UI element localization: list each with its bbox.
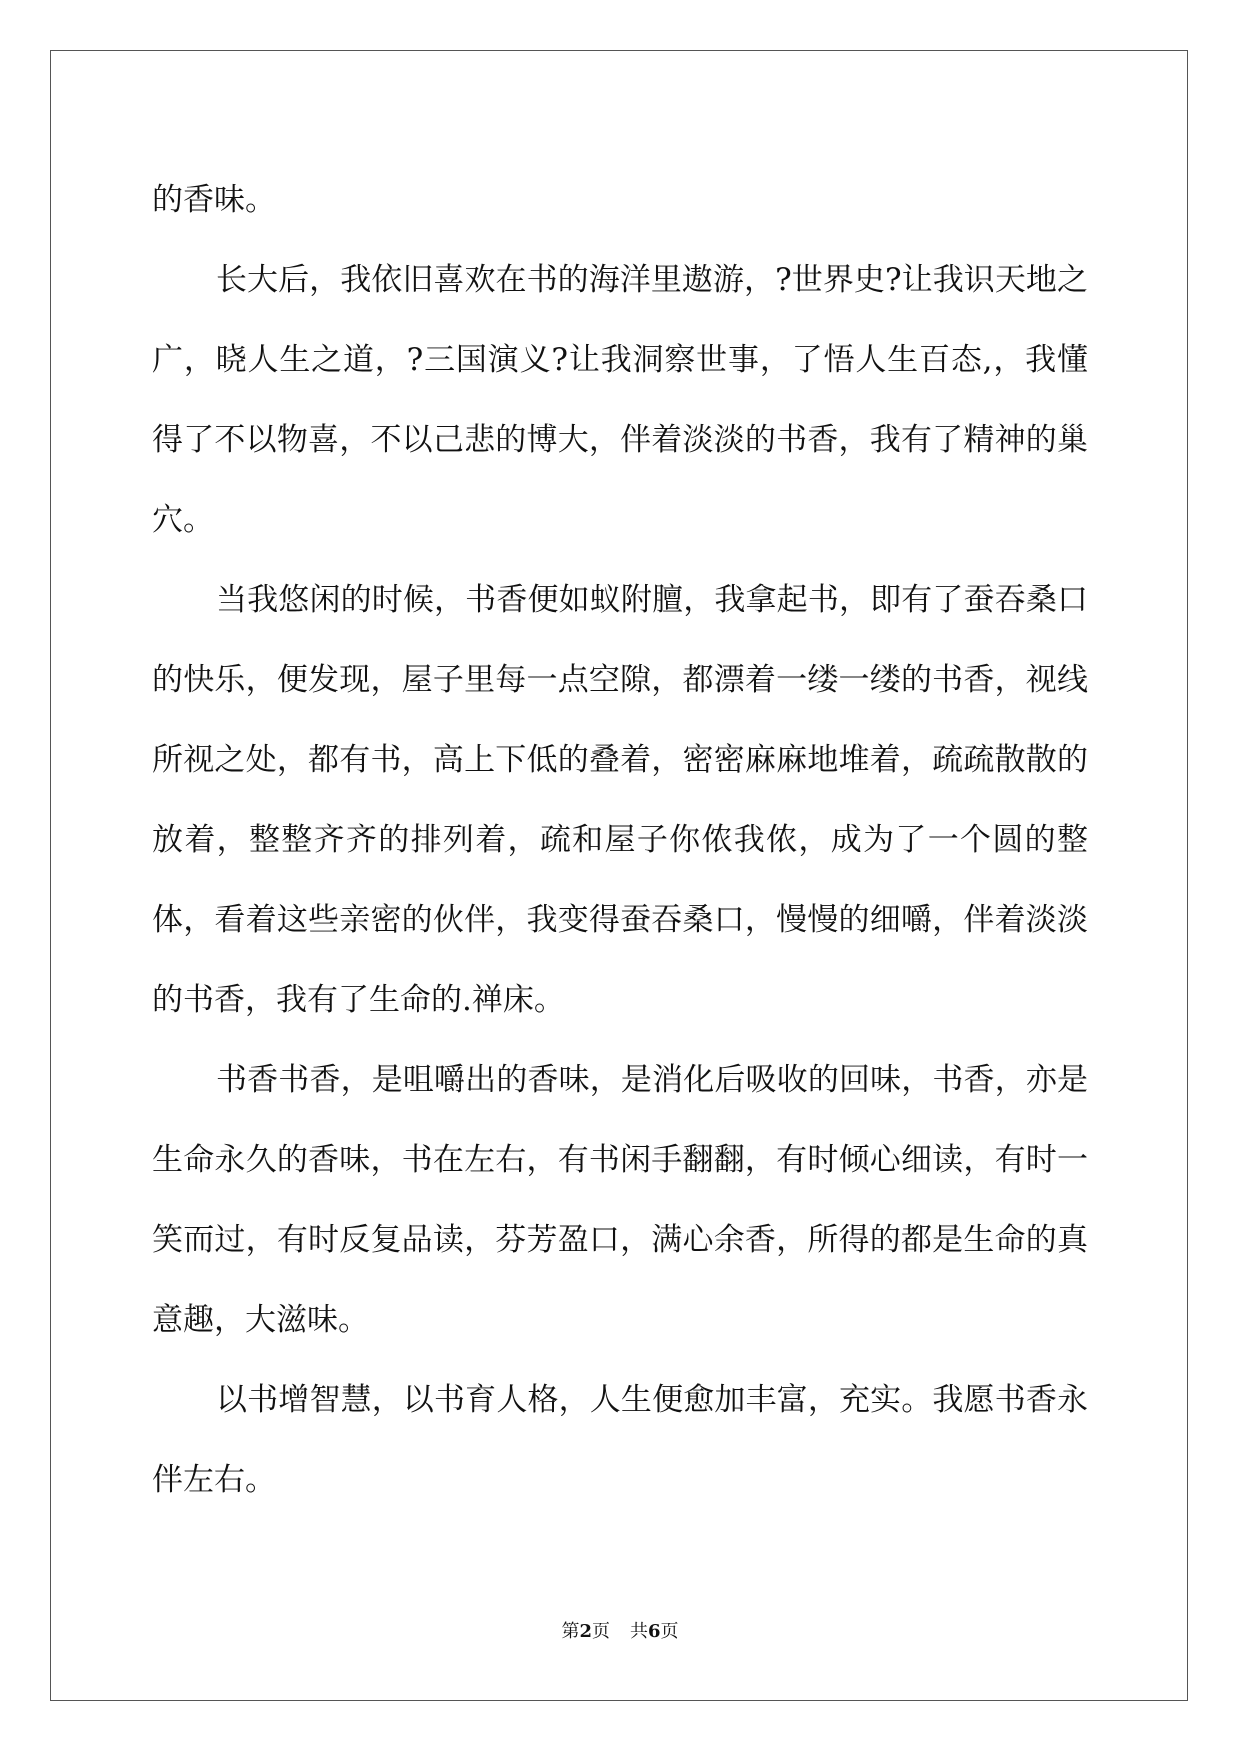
text-line: 长大后，我依旧喜欢在书的海洋里遨游，?世界史?让我识天地之	[216, 262, 1088, 298]
page-suffix: 页	[592, 1621, 610, 1642]
text-line: 生命永久的香味，书在左右，有书闲手翻翻，有时倾心细读，有时一	[152, 1142, 1088, 1178]
page-number: 2	[579, 1621, 592, 1642]
text-line: 笑而过，有时反复品读，芬芳盈口，满心余香，所得的都是生命的真	[152, 1222, 1088, 1258]
total-suffix: 页	[660, 1621, 679, 1642]
page-prefix: 第	[561, 1621, 580, 1642]
text-line: 意趣，大滋味。	[152, 1302, 369, 1338]
text-line: 伴左右。	[152, 1462, 276, 1498]
text-line: 体，看着这些亲密的伙伴，我变得蚕吞桑口，慢慢的细嚼，伴着淡淡	[152, 902, 1088, 938]
text-line: 放着，整整齐齐的排列着，疏和屋子你侬我侬，成为了一个圆的整	[152, 822, 1088, 858]
text-line: 的书香，我有了生命的.禅床。	[152, 982, 565, 1018]
text-line: 书香书香，是咀嚼出的香味，是消化后吸收的回味，书香，亦是	[216, 1062, 1088, 1098]
text-line: 当我悠闲的时候，书香便如蚁附膻，我拿起书，即有了蚕吞桑口	[216, 582, 1088, 618]
text-line: 的香味。	[152, 182, 276, 218]
document-body	[152, 160, 1088, 1520]
text-line: 广，晓人生之道，?三国演义?让我洞察世事，了悟人生百态,，我懂	[152, 342, 1088, 378]
total-prefix: 共	[630, 1621, 648, 1642]
text-line: 穴。	[152, 502, 214, 538]
text-line: 所视之处，都有书，高上下低的叠着，密密麻麻地堆着，疏疏散散的	[152, 742, 1088, 778]
text-line: 以书增智慧，以书育人格，人生便愈加丰富，充实。我愿书香永	[216, 1382, 1088, 1418]
text-line: 得了不以物喜，不以己悲的博大，伴着淡淡的书香，我有了精神的巢	[152, 422, 1088, 458]
text-line: 的快乐，便发现，屋子里每一点空隙，都漂着一缕一缕的书香，视线	[152, 662, 1088, 698]
total-pages: 6	[648, 1621, 661, 1642]
page-footer	[0, 1617, 1240, 1643]
